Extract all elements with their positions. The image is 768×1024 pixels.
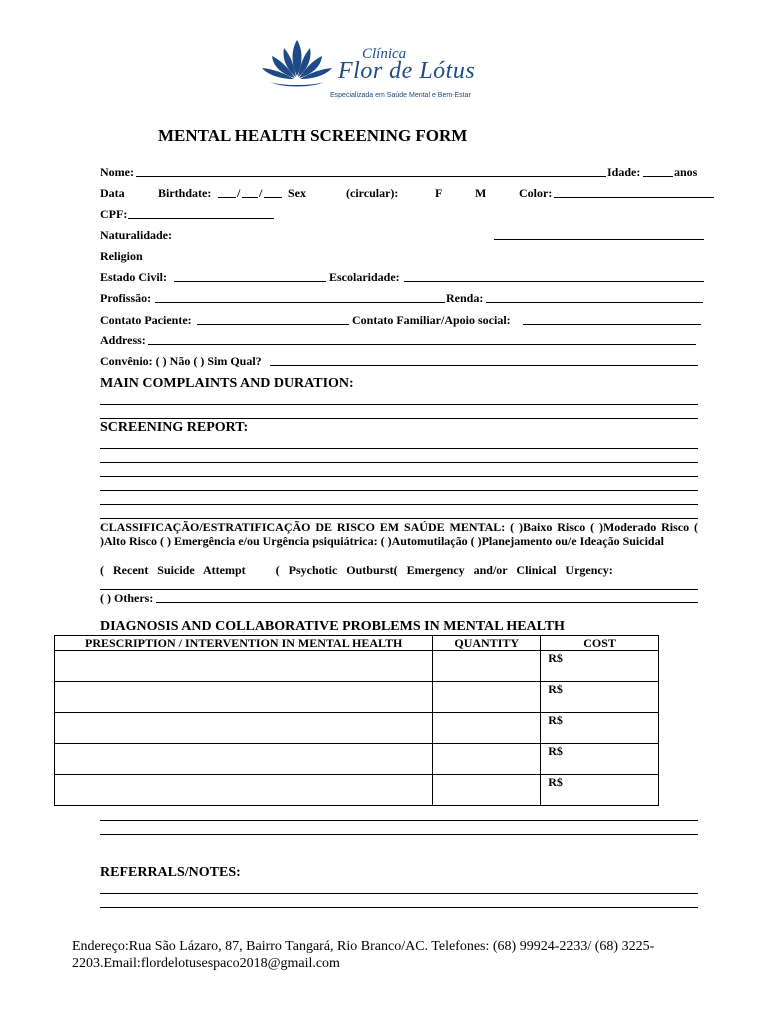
column-header-quantity: QUANTITY [433, 636, 541, 651]
convenio-field[interactable] [270, 355, 698, 366]
others-field[interactable] [156, 592, 698, 603]
color-label: Color: [519, 186, 553, 200]
report-line[interactable] [100, 490, 698, 491]
table-row [55, 775, 659, 806]
cost-cell[interactable]: R$ [541, 775, 659, 806]
contato-paciente-label: Contato Paciente: [100, 313, 192, 327]
contato-familiar-label: Contato Familiar/Apoio social: [352, 313, 511, 327]
column-header-prescription: PRESCRIPTION / INTERVENTION IN MENTAL HEALTH [55, 636, 433, 651]
circular-label: (circular): [346, 186, 399, 200]
prescription-cell[interactable] [55, 682, 433, 713]
birthdate-label: Birthdate: [158, 186, 212, 200]
escolaridade-label: Escolaridade: [329, 270, 400, 284]
idade-label: Idade: [607, 165, 641, 179]
referrals-heading: REFERRALS/NOTES: [100, 865, 241, 880]
renda-field[interactable] [486, 292, 703, 303]
anos-label: anos [674, 165, 698, 179]
convenio-label: Convênio: ( ) Não ( ) Sim Qual? [100, 354, 262, 368]
risk-line-4: ( Recent Suicide Attempt ( Psychotic Outburst( Emergency and/or Clinical Urgency: [100, 563, 613, 577]
prescription-cell[interactable] [55, 651, 433, 682]
report-line[interactable] [100, 504, 698, 505]
estado-civil-label: Estado Civil: [100, 270, 168, 284]
table-header-row [55, 636, 659, 651]
quantity-cell[interactable] [433, 744, 541, 775]
quantity-cell[interactable] [433, 775, 541, 806]
nome-label: Nome: [100, 165, 134, 179]
contato-familiar-field[interactable] [523, 314, 701, 325]
sex-option-m[interactable]: M [475, 186, 487, 200]
complaints-line[interactable] [100, 418, 698, 419]
logo-tagline: Especializada em Saúde Mental e Bem-Estar [330, 92, 471, 99]
renda-label: Renda: [446, 291, 484, 305]
prescription-cell[interactable] [55, 744, 433, 775]
others-label: ( ) Others: [100, 591, 154, 605]
sex-option-f[interactable]: F [435, 186, 443, 200]
table-row [55, 713, 659, 744]
profissao-field[interactable] [155, 292, 445, 303]
risk-classification-text: CLASSIFICAÇÃO/ESTRATIFICAÇÃO DE RISCO EM SAÚDE MENTAL: ( )Baixo Risco ( )Moderado Risco ( )Alto Risco ( ) Emergência e/ou Urgência psiquiátrica: ( )Automutilação ( )Planejamento ou/e Ideação Suicidal [100, 520, 698, 548]
birth-month-field[interactable] [242, 187, 258, 198]
report-line[interactable] [100, 448, 698, 449]
contato-paciente-field[interactable] [197, 314, 349, 325]
logo-name-text: Flor de Lótus [338, 58, 476, 84]
report-line[interactable] [100, 476, 698, 477]
referrals-line[interactable] [100, 907, 698, 908]
address-field[interactable] [148, 334, 696, 345]
nome-field[interactable] [136, 166, 606, 177]
data-label: Data [100, 186, 125, 200]
footer-address: Endereço:Rua São Lázaro, 87, Bairro Tangará, Rio Branco/AC. Telefones: (68) 99924-2233/ (68) 3225-2203.Email:flordelotusespaco2018@gmail.com [72, 939, 655, 971]
risk-line[interactable] [100, 589, 698, 590]
complaints-line[interactable] [100, 404, 698, 405]
cpf-field[interactable] [128, 208, 274, 219]
logo-clinica-text: Clínica [362, 46, 407, 62]
main-complaints-heading: MAIN COMPLAINTS AND DURATION: [100, 376, 354, 391]
naturalidade-label: Naturalidade: [100, 228, 172, 242]
address-label: Address: [100, 333, 146, 347]
escolaridade-field[interactable] [404, 271, 704, 282]
cost-cell[interactable]: R$ [541, 713, 659, 744]
cpf-label: CPF: [100, 207, 128, 221]
cost-cell[interactable]: R$ [541, 682, 659, 713]
color-field[interactable] [554, 187, 714, 198]
naturalidade-field[interactable] [494, 229, 704, 240]
report-line[interactable] [100, 462, 698, 463]
report-line[interactable] [100, 518, 698, 519]
form-title: MENTAL HEALTH SCREENING FORM [158, 126, 468, 145]
profissao-label: Profissão: [100, 291, 152, 305]
screening-report-heading: SCREENING REPORT: [100, 420, 249, 435]
quantity-cell[interactable] [433, 713, 541, 744]
quantity-cell[interactable] [433, 651, 541, 682]
lotus-logo-icon [260, 36, 334, 94]
sex-label: Sex [288, 186, 306, 200]
prescription-cell[interactable] [55, 713, 433, 744]
cost-cell[interactable]: R$ [541, 744, 659, 775]
table-row [55, 651, 659, 682]
birth-year-field[interactable] [264, 187, 282, 198]
idade-field[interactable] [643, 166, 673, 177]
table-row [55, 744, 659, 775]
prescription-table [54, 635, 659, 806]
prescription-cell[interactable] [55, 775, 433, 806]
notes-line[interactable] [100, 820, 698, 821]
table-row [55, 682, 659, 713]
notes-line[interactable] [100, 834, 698, 835]
estado-civil-field[interactable] [174, 271, 326, 282]
cost-cell[interactable]: R$ [541, 651, 659, 682]
quantity-cell[interactable] [433, 682, 541, 713]
diagnosis-heading: DIAGNOSIS AND COLLABORATIVE PROBLEMS IN MENTAL HEALTH [100, 619, 565, 634]
referrals-line[interactable] [100, 893, 698, 894]
religion-label: Religion [100, 249, 143, 263]
column-header-cost: COST [541, 636, 659, 651]
birth-day-field[interactable] [218, 187, 236, 198]
